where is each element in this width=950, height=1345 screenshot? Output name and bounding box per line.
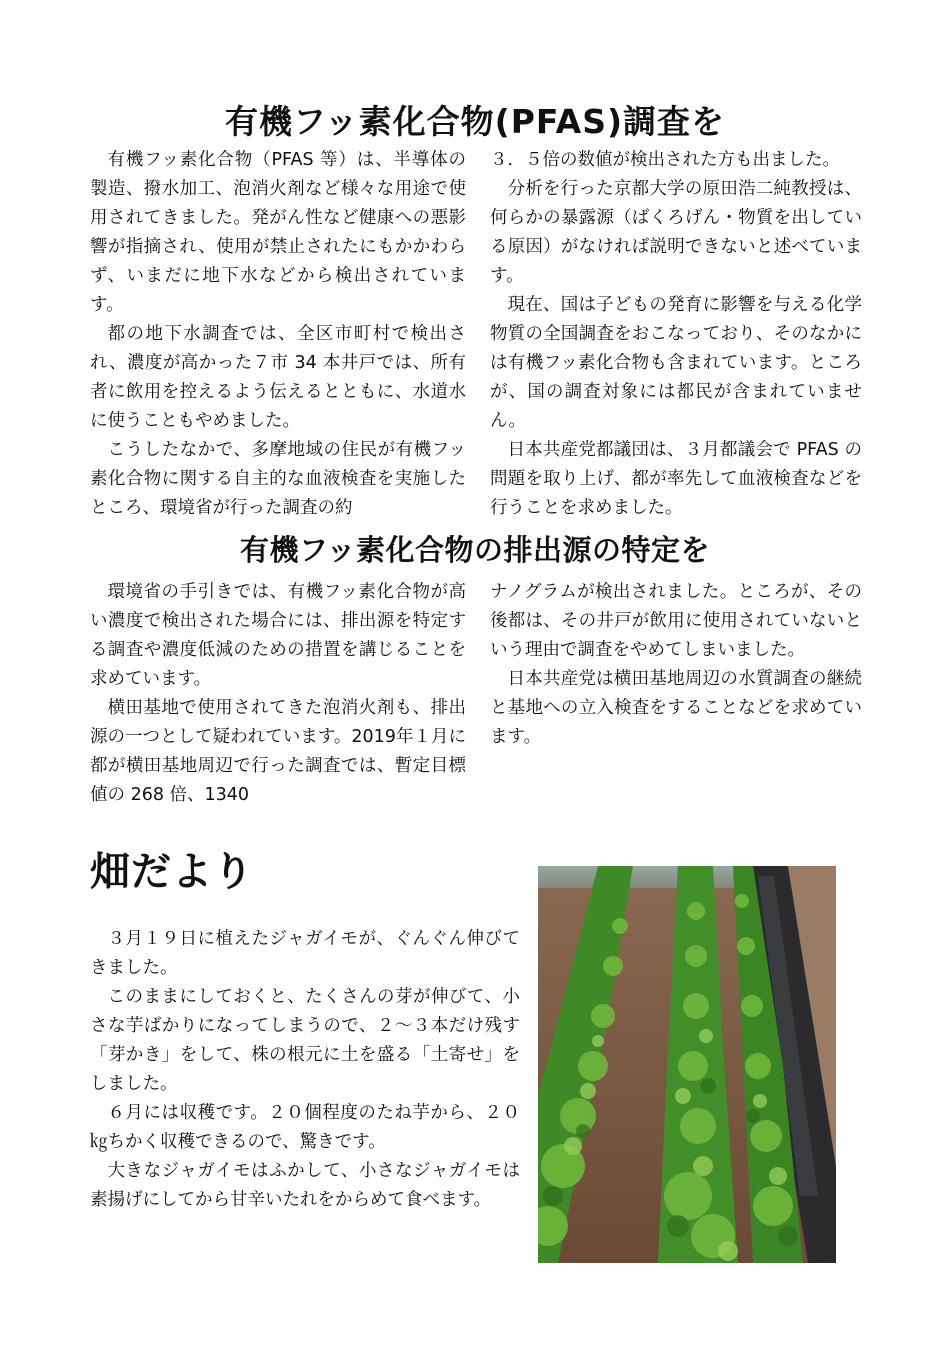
paragraph: 日本共産党都議団は、３月都議会で PFAS の問題を取り上げ、都が率先して血液検査などを行うことを求めました。 (490, 440, 862, 518)
section1-left-column (90, 146, 466, 523)
section2-right-column (490, 578, 862, 752)
section1-title: 有機フッ素化合物(PFAS)調査を (224, 102, 726, 141)
paragraph: こうしたなかで、多摩地域の住民が有機フッ素化合物に関する自主的な血液検査を実施したところ、環境省が行った調査の約 (90, 440, 466, 518)
paragraph: 大きなジャガイモはふかして、小さなジャガイモは素揚げにしてから甘辛いたれをからめて食べます。 (90, 1161, 520, 1210)
paragraph: 環境省の手引きでは、有機フッ素化合物が高い濃度で検出された場合には、排出源を特定する調査や濃度低減のための措置を講じることを求めています。 (90, 582, 466, 689)
paragraph: 横田基地で使用されてきた泡消火剤も、排出源の一つとして疑われています。2019年１月に都が横田基地周辺で行った調査では、暫定目標値の 268 倍、1340 (90, 698, 466, 805)
paragraph: ３．５倍の数値が検出された方も出ました。 (490, 150, 840, 170)
paragraph: 分析を行った京都大学の原田浩二純教授は、何らかの暴露源（ばくろげん・物質を出している原因）がなければ説明できないと述べています。 (490, 179, 862, 286)
paragraph: ６月には収穫です。２０個程度のたね芋から、２０㎏ちかく収穫できるので、驚きです。 (90, 1103, 520, 1152)
paragraph: ナノグラムが検出されました。ところが、その後都は、その井戸が飲用に使用されていないという理由で調査をやめてしまいました。 (490, 582, 862, 660)
paragraph: 日本共産党は横田基地周辺の水質調査の継続と基地への立入検査をすることなどを求めています。 (490, 669, 862, 747)
section1-right-column (490, 146, 862, 523)
section2-title: 有機フッ素化合物の排出源の特定を (240, 533, 710, 567)
section2-left-column (90, 578, 466, 810)
paragraph: 有機フッ素化合物（PFAS 等）は、半導体の製造、撥水加工、泡消火剤など様々な用途で使用されてきました。発がん性など健康への悪影響が指摘され、使用が禁止されたにもかかわらず、いまだに地下水などから検出されています。 (90, 150, 466, 315)
paragraph: 都の地下水調査では、全区市町村で検出され、濃度が高かった７市 34 本井戸では、所有者に飲用を控えるよう伝えるとともに、水道水に使うこともやめました。 (90, 324, 466, 431)
paragraph: ３月１９日に植えたジャガイモが、ぐんぐん伸びてきました。 (90, 929, 520, 978)
paragraph: このままにしておくと、たくさんの芽が伸びて、小さな芋ばかりになってしまうので、２～３本だけ残す「芽かき」をして、株の根元に土を盛る「土寄せ」をしました。 (90, 987, 520, 1094)
potato-field-photo (538, 866, 836, 1263)
hatake-title: 畑だより (90, 849, 254, 895)
hatake-body (90, 925, 520, 1215)
paragraph: 現在、国は子どもの発育に影響を与える化学物質の全国調査をおこなっており、そのなかには有機フッ素化合物も含まれています。ところが、国の調査対象には都民が含まれていません。 (490, 295, 862, 431)
